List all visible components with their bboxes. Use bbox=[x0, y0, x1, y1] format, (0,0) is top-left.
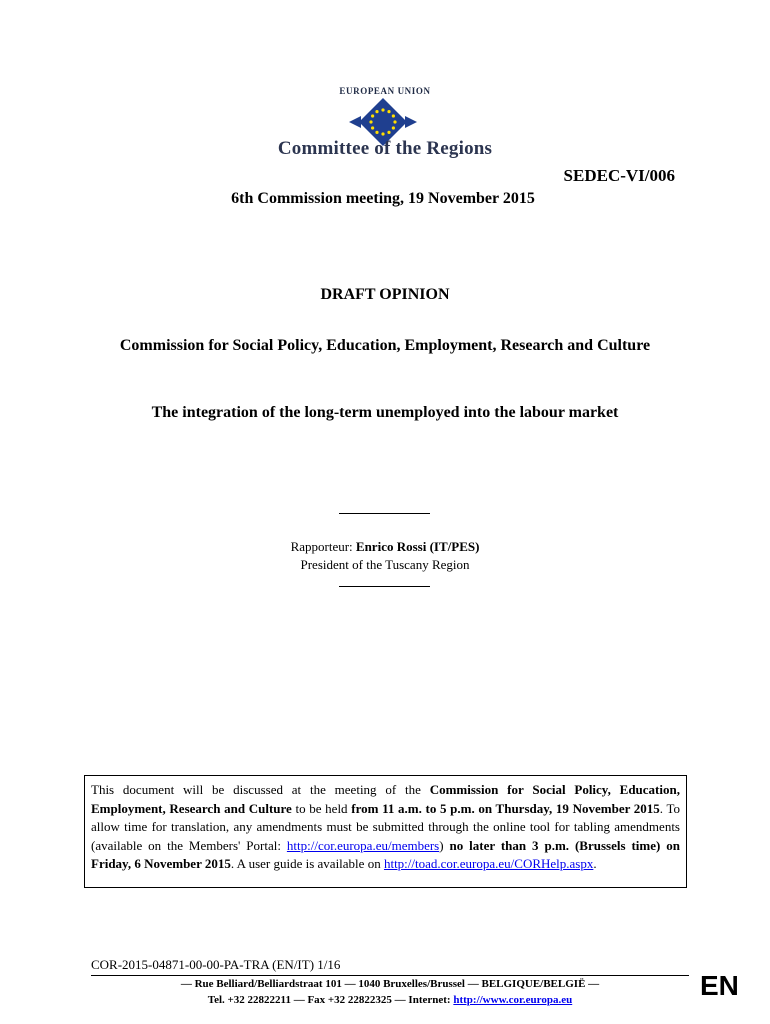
star-icon bbox=[387, 110, 390, 113]
notice-text: to be held bbox=[291, 800, 352, 816]
rapporteur-line bbox=[0, 539, 770, 555]
footer-divider bbox=[91, 975, 689, 976]
divider bbox=[339, 586, 430, 587]
opinion-subject: The integration of the long-term unemployed into the labour market bbox=[151, 404, 619, 421]
notice-deadline: no later than 3 p.m. (Brussels time) on Friday, 6 November 2015 bbox=[91, 837, 680, 871]
star-icon bbox=[393, 120, 396, 123]
divider bbox=[339, 513, 430, 514]
notice-text: . bbox=[593, 856, 597, 871]
rapporteur-name: Enrico Rossi (IT/PES) bbox=[355, 539, 480, 554]
user-guide-link[interactable]: http://toad.cor.europa.eu/CORHelp.aspx bbox=[383, 856, 594, 871]
rapporteur-label: Rapporteur: bbox=[290, 539, 356, 554]
meeting-line bbox=[0, 190, 770, 208]
meeting-notice-box bbox=[84, 775, 687, 888]
star-icon bbox=[371, 114, 374, 117]
notice-text: ) bbox=[439, 837, 450, 853]
notice-commission: Commission for Social Policy, Education, Employment, Research and Culture bbox=[91, 782, 680, 816]
star-icon bbox=[369, 120, 372, 123]
committee-name: Committee of the Regions bbox=[277, 138, 493, 159]
star-icon bbox=[392, 126, 395, 129]
notice-text: . To allow time for translation, any amendments must be submitted through the online tool for tabling amendments (available on the Members' Portal: bbox=[91, 800, 681, 853]
org-line: EUROPEAN UNION bbox=[339, 86, 431, 96]
document-type: DRAFT OPINION bbox=[320, 286, 450, 303]
footer-document-reference: COR-2015-04871-00-00-PA-TRA (EN/IT) 1/16 bbox=[91, 957, 341, 972]
footer-contact bbox=[91, 994, 689, 1006]
footer-address: — Rue Belliard/Belliardstraat 101 — 1040 Bruxelles/Brussel — BELGIQUE/BELGIË — bbox=[180, 978, 600, 990]
document-reference: SEDEC-VI/006 bbox=[563, 166, 675, 185]
star-icon bbox=[375, 131, 378, 134]
rapporteur-role: President of the Tuscany Region bbox=[300, 557, 470, 572]
meeting-text: 6th Commission meeting, 19 November 2015 bbox=[231, 190, 535, 207]
notice-text: This document will be discussed at the meeting of the bbox=[91, 782, 430, 797]
footer-contact-text: Tel. +32 22822211 — Fax +32 22822325 — Internet: bbox=[207, 994, 454, 1006]
commission-name: Commission for Social Policy, Education, Employment, Research and Culture bbox=[119, 337, 651, 354]
star-icon bbox=[371, 126, 374, 129]
members-portal-link[interactable]: http://cor.europa.eu/members bbox=[286, 837, 440, 853]
website-link[interactable]: http://www.cor.europa.eu bbox=[453, 994, 573, 1006]
star-icon bbox=[375, 110, 378, 113]
notice-text: . A user guide is available on bbox=[230, 856, 384, 871]
star-icon bbox=[381, 108, 384, 111]
language-code: EN bbox=[700, 970, 739, 1001]
notice-time: from 11 a.m. to 5 p.m. on Thursday, 19 November 2015 bbox=[351, 800, 660, 816]
star-icon bbox=[387, 131, 390, 134]
star-icon bbox=[392, 114, 395, 117]
star-icon bbox=[381, 132, 384, 135]
